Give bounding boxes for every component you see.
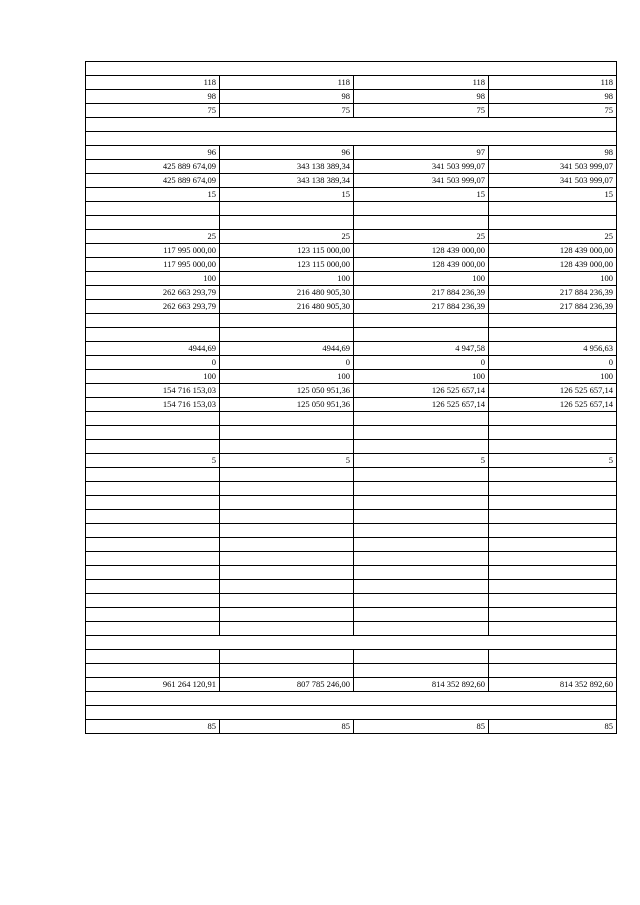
table-row: [86, 524, 617, 538]
table-cell: 217 884 236,39: [354, 286, 489, 300]
table-cell: 154 716 153,03: [86, 384, 220, 398]
table-cell: 25: [354, 230, 489, 244]
table-cell: [220, 650, 354, 664]
table-cell: [86, 580, 220, 594]
table-cell: 97: [354, 146, 489, 160]
table-cell: [489, 664, 617, 678]
table-cell: 216 480 905,30: [220, 286, 354, 300]
table-row: [86, 62, 617, 76]
merged-cell: [86, 706, 617, 720]
table-row: [86, 272, 617, 286]
table-cell: [489, 482, 617, 496]
merged-cell: [86, 692, 617, 706]
table-cell: 75: [220, 104, 354, 118]
table-cell: [86, 468, 220, 482]
table-cell: 25: [86, 230, 220, 244]
table-cell: 25: [489, 230, 617, 244]
table-cell: [489, 314, 617, 328]
table-cell: [220, 202, 354, 216]
table-row: [86, 426, 617, 440]
table-cell: [354, 482, 489, 496]
table-cell: 100: [489, 370, 617, 384]
table-cell: 262 663 293,79: [86, 300, 220, 314]
table-cell: [489, 426, 617, 440]
table-row: [86, 664, 617, 678]
table-cell: 123 115 000,00: [220, 244, 354, 258]
table-cell: [354, 538, 489, 552]
table-row: [86, 580, 617, 594]
table-cell: [220, 482, 354, 496]
table-cell: [354, 608, 489, 622]
table-cell: [354, 216, 489, 230]
table-cell: 100: [220, 370, 354, 384]
table-cell: 118: [86, 76, 220, 90]
table-cell: [220, 524, 354, 538]
table-cell: [220, 622, 354, 636]
table-row: [86, 720, 617, 734]
table-cell: [86, 552, 220, 566]
table-row: [86, 90, 617, 104]
table-cell: 126 525 657,14: [354, 384, 489, 398]
table-cell: 100: [220, 272, 354, 286]
table-cell: 126 525 657,14: [354, 398, 489, 412]
table-cell: 100: [354, 272, 489, 286]
table-cell: 341 503 999,07: [354, 160, 489, 174]
table-cell: 118: [354, 76, 489, 90]
table-cell: [220, 314, 354, 328]
table-row: [86, 370, 617, 384]
table-cell: [220, 664, 354, 678]
table-row: [86, 622, 617, 636]
table-row: [86, 174, 617, 188]
table-cell: 15: [86, 188, 220, 202]
table-cell: 118: [220, 76, 354, 90]
table-cell: 118: [489, 76, 617, 90]
table-cell: [489, 580, 617, 594]
table-cell: 25: [220, 230, 354, 244]
table-cell: 425 889 674,09: [86, 160, 220, 174]
table-row: [86, 692, 617, 706]
table-cell: 123 115 000,00: [220, 258, 354, 272]
table-row: [86, 678, 617, 692]
table-cell: 5: [354, 454, 489, 468]
table-cell: [354, 426, 489, 440]
table-cell: 0: [354, 356, 489, 370]
table-row: [86, 188, 617, 202]
table-cell: [86, 650, 220, 664]
table-cell: 100: [86, 370, 220, 384]
table-cell: 814 352 892,60: [489, 678, 617, 692]
table-cell: [489, 608, 617, 622]
table-cell: 4944,69: [86, 342, 220, 356]
table-cell: [86, 664, 220, 678]
table-cell: [354, 650, 489, 664]
table-cell: 217 884 236,39: [354, 300, 489, 314]
table-row: [86, 384, 617, 398]
table-cell: 98: [220, 90, 354, 104]
data-table: [85, 61, 617, 734]
table-cell: 126 525 657,14: [489, 384, 617, 398]
merged-cell: [86, 118, 617, 132]
table-cell: [86, 328, 220, 342]
table-cell: [489, 510, 617, 524]
table-cell: 0: [86, 356, 220, 370]
table-cell: [220, 496, 354, 510]
table-cell: 5: [489, 454, 617, 468]
table-cell: [489, 622, 617, 636]
table-cell: 343 138 389,34: [220, 174, 354, 188]
table-cell: [354, 510, 489, 524]
table-cell: [86, 412, 220, 426]
table-row: [86, 76, 617, 90]
table-cell: [86, 482, 220, 496]
table-cell: [489, 552, 617, 566]
table-cell: 15: [489, 188, 617, 202]
table-row: [86, 594, 617, 608]
table-row: [86, 482, 617, 496]
table-cell: [86, 622, 220, 636]
table-cell: 128 439 000,00: [489, 258, 617, 272]
table-cell: 961 264 120,91: [86, 678, 220, 692]
table-cell: [220, 426, 354, 440]
table-cell: 75: [86, 104, 220, 118]
table-cell: [86, 496, 220, 510]
table-row: [86, 160, 617, 174]
table-cell: 125 050 951,36: [220, 384, 354, 398]
table-cell: 814 352 892,60: [354, 678, 489, 692]
table-cell: [489, 594, 617, 608]
table-cell: 0: [489, 356, 617, 370]
table-cell: 85: [354, 720, 489, 734]
table-cell: 85: [489, 720, 617, 734]
table-cell: [489, 202, 617, 216]
table-cell: [354, 552, 489, 566]
table-cell: 98: [489, 90, 617, 104]
table-cell: 100: [354, 370, 489, 384]
table-cell: 0: [220, 356, 354, 370]
table-cell: [354, 524, 489, 538]
table-cell: [489, 650, 617, 664]
table-cell: [220, 538, 354, 552]
table-cell: 341 503 999,07: [489, 160, 617, 174]
table-row: [86, 566, 617, 580]
table-row: [86, 258, 617, 272]
table-cell: [220, 510, 354, 524]
table-row: [86, 510, 617, 524]
table-row: [86, 230, 617, 244]
table-cell: 100: [489, 272, 617, 286]
table-row: [86, 468, 617, 482]
table-cell: [354, 594, 489, 608]
table-cell: [220, 468, 354, 482]
table-row: [86, 650, 617, 664]
table-cell: [220, 552, 354, 566]
table-cell: [354, 440, 489, 454]
table-cell: 216 480 905,30: [220, 300, 354, 314]
table-row: [86, 398, 617, 412]
table-cell: 96: [220, 146, 354, 160]
table-cell: 4 956,63: [489, 342, 617, 356]
table-body: [86, 62, 617, 734]
table-row: [86, 538, 617, 552]
table-cell: 262 663 293,79: [86, 286, 220, 300]
table-cell: [220, 412, 354, 426]
table-cell: 117 995 000,00: [86, 258, 220, 272]
table-cell: [354, 314, 489, 328]
table-cell: [86, 608, 220, 622]
table-row: [86, 440, 617, 454]
table-cell: [354, 580, 489, 594]
table-cell: 343 138 389,34: [220, 160, 354, 174]
table-cell: 425 889 674,09: [86, 174, 220, 188]
merged-cell: [86, 132, 617, 146]
table-cell: [354, 328, 489, 342]
table-cell: 98: [354, 90, 489, 104]
table-cell: [489, 468, 617, 482]
table-cell: 4944,69: [220, 342, 354, 356]
table-cell: [489, 216, 617, 230]
table-cell: 217 884 236,39: [489, 286, 617, 300]
table-cell: [489, 538, 617, 552]
table-cell: [220, 328, 354, 342]
table-row: [86, 552, 617, 566]
table-cell: [354, 566, 489, 580]
table-cell: [354, 496, 489, 510]
table-cell: 100: [86, 272, 220, 286]
table-cell: [489, 412, 617, 426]
table-cell: 75: [354, 104, 489, 118]
table-cell: [86, 524, 220, 538]
table-cell: 128 439 000,00: [354, 244, 489, 258]
table-cell: 117 995 000,00: [86, 244, 220, 258]
table-cell: 15: [220, 188, 354, 202]
table-cell: [220, 594, 354, 608]
table-cell: [489, 496, 617, 510]
table-cell: 85: [86, 720, 220, 734]
table-row: [86, 244, 617, 258]
table-cell: [489, 440, 617, 454]
table-cell: [489, 566, 617, 580]
table-cell: 128 439 000,00: [354, 258, 489, 272]
table-cell: 15: [354, 188, 489, 202]
table-row: [86, 300, 617, 314]
merged-cell: [86, 636, 617, 650]
table-cell: 341 503 999,07: [489, 174, 617, 188]
table-cell: 128 439 000,00: [489, 244, 617, 258]
table-cell: 125 050 951,36: [220, 398, 354, 412]
table-cell: [354, 622, 489, 636]
table-cell: [86, 426, 220, 440]
table-cell: 5: [86, 454, 220, 468]
table-cell: [86, 216, 220, 230]
table-cell: [86, 202, 220, 216]
table-row: [86, 706, 617, 720]
table-cell: [86, 538, 220, 552]
table-cell: 98: [86, 90, 220, 104]
table-cell: [354, 468, 489, 482]
table-cell: [86, 510, 220, 524]
table-row: [86, 216, 617, 230]
table-cell: [86, 314, 220, 328]
merged-cell: [86, 62, 617, 76]
table-cell: 154 716 153,03: [86, 398, 220, 412]
table-row: [86, 496, 617, 510]
table-cell: 341 503 999,07: [354, 174, 489, 188]
table-row: [86, 636, 617, 650]
table-cell: [86, 594, 220, 608]
table-cell: 75: [489, 104, 617, 118]
table-cell: [220, 216, 354, 230]
table-row: [86, 202, 617, 216]
table-row: [86, 104, 617, 118]
table-row: [86, 286, 617, 300]
table-row: [86, 412, 617, 426]
table-cell: 4 947,58: [354, 342, 489, 356]
table-cell: [220, 566, 354, 580]
table-cell: 217 884 236,39: [489, 300, 617, 314]
table-cell: [220, 580, 354, 594]
table-cell: 85: [220, 720, 354, 734]
table-cell: 126 525 657,14: [489, 398, 617, 412]
table-row: [86, 608, 617, 622]
table-row: [86, 118, 617, 132]
table-row: [86, 146, 617, 160]
table-cell: [354, 202, 489, 216]
table-cell: [489, 524, 617, 538]
table-cell: [220, 440, 354, 454]
table-row: [86, 314, 617, 328]
table-cell: [354, 412, 489, 426]
table-cell: 807 785 246,00: [220, 678, 354, 692]
table-cell: 5: [220, 454, 354, 468]
table-row: [86, 356, 617, 370]
table-cell: 98: [489, 146, 617, 160]
table-cell: 96: [86, 146, 220, 160]
table-row: [86, 342, 617, 356]
table-cell: [86, 440, 220, 454]
table-cell: [354, 664, 489, 678]
table-row: [86, 132, 617, 146]
table-cell: [220, 608, 354, 622]
table-cell: [86, 566, 220, 580]
table-row: [86, 328, 617, 342]
table-cell: [489, 328, 617, 342]
table-row: [86, 454, 617, 468]
